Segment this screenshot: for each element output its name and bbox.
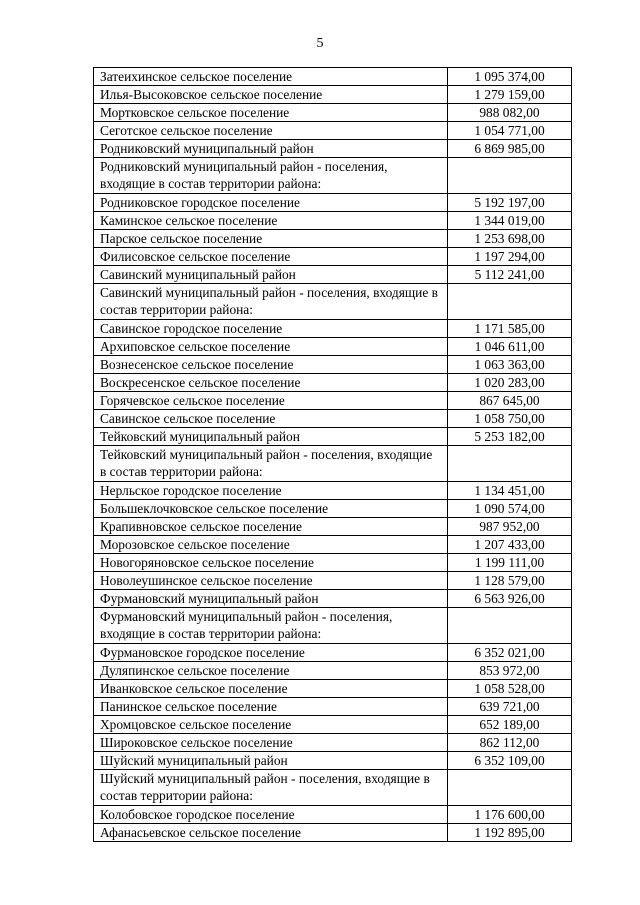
amount-value: 853 972,00 bbox=[448, 662, 572, 680]
amount-value: 639 721,00 bbox=[448, 698, 572, 716]
table-row bbox=[94, 536, 572, 554]
table-row bbox=[94, 698, 572, 716]
table-row bbox=[94, 194, 572, 212]
settlement-name: Хромцовское сельское поселение bbox=[94, 716, 448, 734]
amount-value: 1 128 579,00 bbox=[448, 572, 572, 590]
section-header-row bbox=[94, 608, 572, 644]
amount-value: 1 063 363,00 bbox=[448, 356, 572, 374]
table-row bbox=[94, 266, 572, 284]
table-row bbox=[94, 644, 572, 662]
settlement-name: Затеихинское сельское поселение bbox=[94, 68, 448, 86]
table-row bbox=[94, 338, 572, 356]
settlement-name: Новолеушинское сельское поселение bbox=[94, 572, 448, 590]
amount-value bbox=[448, 770, 572, 806]
amount-value: 1 054 771,00 bbox=[448, 122, 572, 140]
table-row bbox=[94, 140, 572, 158]
settlement-name: Большеклочковское сельское поселение bbox=[94, 500, 448, 518]
amount-value: 1 199 111,00 bbox=[448, 554, 572, 572]
settlement-name: Мортковское сельское поселение bbox=[94, 104, 448, 122]
table-row bbox=[94, 518, 572, 536]
settlement-name: Савинское городское поселение bbox=[94, 320, 448, 338]
amount-value: 1 171 585,00 bbox=[448, 320, 572, 338]
amount-value: 1 207 433,00 bbox=[448, 536, 572, 554]
amount-value bbox=[448, 158, 572, 194]
table-row bbox=[94, 212, 572, 230]
settlement-name: Панинское сельское поселение bbox=[94, 698, 448, 716]
district-name: Тейковский муниципальный район bbox=[94, 428, 448, 446]
table-row bbox=[94, 248, 572, 266]
settlement-name: Каминское сельское поселение bbox=[94, 212, 448, 230]
section-header: Фурмановский муниципальный район - поселения, входящие в состав территории района: bbox=[94, 608, 448, 644]
amount-value: 1 046 611,00 bbox=[448, 338, 572, 356]
settlement-name: Морозовское сельское поселение bbox=[94, 536, 448, 554]
amount-value: 1 176 600,00 bbox=[448, 806, 572, 824]
amount-value: 1 134 451,00 bbox=[448, 482, 572, 500]
amount-value: 1 197 294,00 bbox=[448, 248, 572, 266]
amount-value: 6 352 109,00 bbox=[448, 752, 572, 770]
amount-value: 6 869 985,00 bbox=[448, 140, 572, 158]
amount-value bbox=[448, 284, 572, 320]
budget-table bbox=[93, 67, 572, 842]
district-name: Савинский муниципальный район bbox=[94, 266, 448, 284]
district-name: Родниковский муниципальный район bbox=[94, 140, 448, 158]
settlement-name: Филисовское сельское поселение bbox=[94, 248, 448, 266]
amount-value: 5 112 241,00 bbox=[448, 266, 572, 284]
settlement-name: Горячевское сельское поселение bbox=[94, 392, 448, 410]
table-row bbox=[94, 320, 572, 338]
amount-value bbox=[448, 608, 572, 644]
district-name: Шуйский муниципальный район bbox=[94, 752, 448, 770]
settlement-name: Родниковское городское поселение bbox=[94, 194, 448, 212]
table-row bbox=[94, 806, 572, 824]
table-row bbox=[94, 374, 572, 392]
section-header-row bbox=[94, 284, 572, 320]
amount-value: 1 192 895,00 bbox=[448, 824, 572, 842]
table-row bbox=[94, 410, 572, 428]
amount-value: 6 352 021,00 bbox=[448, 644, 572, 662]
amount-value: 652 189,00 bbox=[448, 716, 572, 734]
amount-value: 1 090 574,00 bbox=[448, 500, 572, 518]
amount-value: 862 112,00 bbox=[448, 734, 572, 752]
table-row bbox=[94, 428, 572, 446]
section-header: Шуйский муниципальный район - поселения, входящие в состав территории района: bbox=[94, 770, 448, 806]
table-row bbox=[94, 734, 572, 752]
settlement-name: Архиповское сельское поселение bbox=[94, 338, 448, 356]
table-row bbox=[94, 482, 572, 500]
table-row bbox=[94, 572, 572, 590]
settlement-name: Сеготское сельское поселение bbox=[94, 122, 448, 140]
settlement-name: Савинское сельское поселение bbox=[94, 410, 448, 428]
table-row bbox=[94, 680, 572, 698]
amount-value: 1 020 283,00 bbox=[448, 374, 572, 392]
amount-value: 1 279 159,00 bbox=[448, 86, 572, 104]
section-header-row bbox=[94, 446, 572, 482]
table-row bbox=[94, 122, 572, 140]
table-row bbox=[94, 500, 572, 518]
district-name: Фурмановский муниципальный район bbox=[94, 590, 448, 608]
table-row bbox=[94, 230, 572, 248]
amount-value: 1 253 698,00 bbox=[448, 230, 572, 248]
budget-table-body bbox=[94, 68, 572, 842]
amount-value: 5 192 197,00 bbox=[448, 194, 572, 212]
settlement-name: Афанасьевское сельское поселение bbox=[94, 824, 448, 842]
settlement-name: Иванковское сельское поселение bbox=[94, 680, 448, 698]
amount-value: 1 344 019,00 bbox=[448, 212, 572, 230]
settlement-name: Илья-Высоковское сельское поселение bbox=[94, 86, 448, 104]
amount-value: 1 058 528,00 bbox=[448, 680, 572, 698]
table-row bbox=[94, 104, 572, 122]
amount-value: 988 082,00 bbox=[448, 104, 572, 122]
section-header: Тейковский муниципальный район - поселения, входящие в состав территории района: bbox=[94, 446, 448, 482]
table-row bbox=[94, 392, 572, 410]
settlement-name: Дуляпинское сельское поселение bbox=[94, 662, 448, 680]
settlement-name: Воскресенское сельское поселение bbox=[94, 374, 448, 392]
settlement-name: Новогоряновское сельское поселение bbox=[94, 554, 448, 572]
amount-value: 5 253 182,00 bbox=[448, 428, 572, 446]
table-row bbox=[94, 86, 572, 104]
section-header: Родниковский муниципальный район - поселения, входящие в состав территории района: bbox=[94, 158, 448, 194]
settlement-name: Нерльское городское поселение bbox=[94, 482, 448, 500]
amount-value: 867 645,00 bbox=[448, 392, 572, 410]
settlement-name: Крапивновское сельское поселение bbox=[94, 518, 448, 536]
amount-value bbox=[448, 446, 572, 482]
amount-value: 6 563 926,00 bbox=[448, 590, 572, 608]
amount-value: 987 952,00 bbox=[448, 518, 572, 536]
table-row bbox=[94, 824, 572, 842]
table-row bbox=[94, 356, 572, 374]
settlement-name: Парское сельское поселение bbox=[94, 230, 448, 248]
table-row bbox=[94, 662, 572, 680]
section-header: Савинский муниципальный район - поселения, входящие в состав территории района: bbox=[94, 284, 448, 320]
section-header-row bbox=[94, 770, 572, 806]
amount-value: 1 095 374,00 bbox=[448, 68, 572, 86]
section-header-row bbox=[94, 158, 572, 194]
table-row bbox=[94, 752, 572, 770]
settlement-name: Колобовское городское поселение bbox=[94, 806, 448, 824]
table-row bbox=[94, 590, 572, 608]
page-number: 5 bbox=[316, 36, 324, 51]
settlement-name: Фурмановское городское поселение bbox=[94, 644, 448, 662]
settlement-name: Широковское сельское поселение bbox=[94, 734, 448, 752]
table-row bbox=[94, 68, 572, 86]
table-row bbox=[94, 554, 572, 572]
settlement-name: Вознесенское сельское поселение bbox=[94, 356, 448, 374]
table-row bbox=[94, 716, 572, 734]
amount-value: 1 058 750,00 bbox=[448, 410, 572, 428]
